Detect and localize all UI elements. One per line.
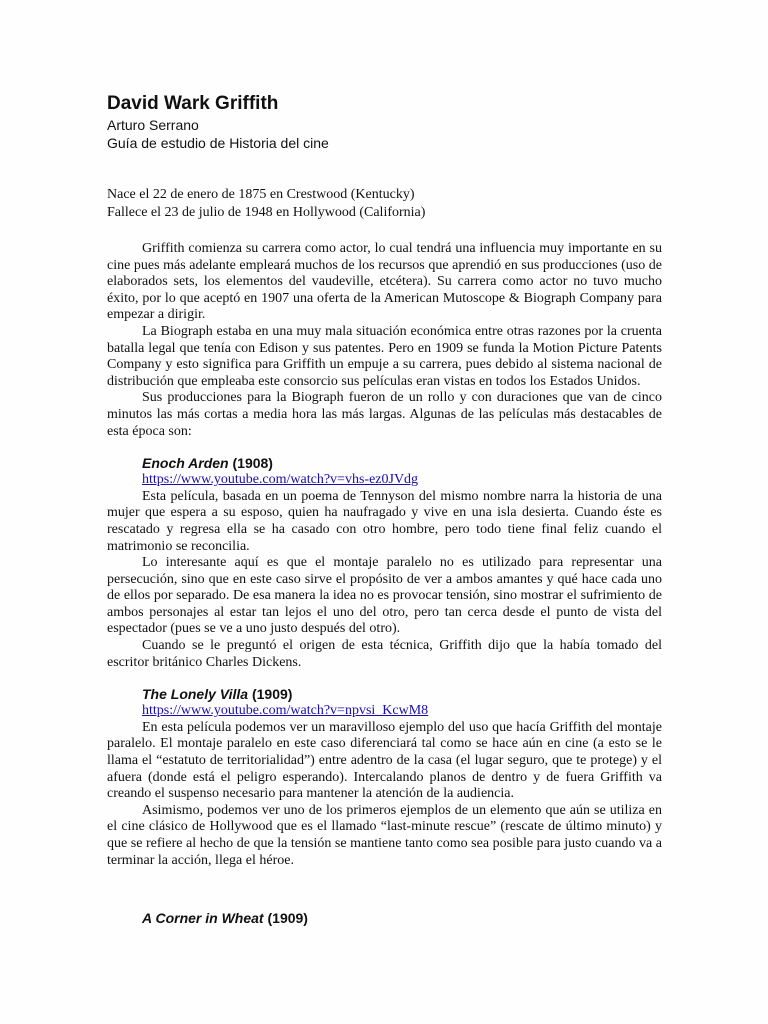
intro-paragraph: La Biograph estaba en una muy mala situación económica entre otras razones por la cruenta batalla legal que tenía con Edison y sus patentes. Pero en 1909 se funda la Motion Picture Patents Company y esto significa para Griffith un empuje a su carrera, pues debido al sistema nacional de distribución que empleaba este consorcio sus películas eran vistas en todos los Estados Unidos. <box>107 323 662 389</box>
birth-line: Nace el 22 de enero de 1875 en Crestwood (Kentucky) <box>107 187 415 202</box>
film-year: (1909) <box>251 686 293 703</box>
film-year: (1909) <box>267 910 308 927</box>
document-subtitle: Guía de estudio de Historia del cine <box>107 135 329 151</box>
film-paragraph: En esta película podemos ver un maravilloso ejemplo del uso que hacía Griffith del montaje paralelo. El montaje paralelo en este caso diferenciará tal como se hace aún en cine (a esto se le llama el “estatuto de territorialidad”) entre adentro de la casa (el lugar seguro, que te protege) y el afuera (donde está el peligro esperando). Intercalando planos de dentro y de fuera Griffith va creando el suspenso necesario para mantener la atención de la audiencia. <box>107 719 662 802</box>
film-name: Enoch Arden <box>142 455 229 472</box>
film-video-link[interactable]: https://www.youtube.com/watch?v=npvsi_KcwM8 <box>142 703 429 719</box>
film-paragraph: Lo interesante aquí es que el montaje paralelo no es utilizado para representar una persecución, sino que en este caso sirve el propósito de ver a ambos amantes y qué hace cada uno de ellos por separado. De esa manera la idea no es provocar tensión, sino mostrar el sufrimiento de ambos personajes al estar tan lejos el uno del otro, pero tan cerca desde el punto de vista del espectador (pues se ve a uno justo después del otro). <box>107 555 662 637</box>
film-video-link[interactable]: https://www.youtube.com/watch?v=vhs-ez0JVdg <box>142 472 419 488</box>
film-paragraph: Cuando se le preguntó el origen de esta técnica, Griffith dijo que la había tomado del escritor británico Charles Dickens. <box>107 638 662 670</box>
film-heading <box>142 685 662 703</box>
film-section-enoch-arden <box>107 454 662 671</box>
author-name: Arturo Serrano <box>107 117 199 133</box>
film-heading <box>142 454 662 472</box>
film-paragraph: Asimismo, podemos ver uno de los primeros ejemplos de un elemento que aún se utiliza en el cine clásico de Hollywood que es el llamado “last-minute rescue” (rescate de último minuto) y que se refiere al hecho de que la tensión se mantiene tanto como sea posible para justo cuando va a terminar la acción, llega el héroe. <box>107 802 662 868</box>
intro-paragraph: Sus producciones para la Biograph fueron de un rollo y con duraciones que van de cinco minutos las más cortas a media hora las más largas. Algunas de las películas más destacables de esta época son: <box>107 390 662 439</box>
film-name: A Corner in Wheat <box>142 910 264 927</box>
film-heading <box>142 909 662 927</box>
bio-block <box>107 186 662 221</box>
film-name: The Lonely Villa <box>142 686 249 703</box>
death-line: Fallece el 23 de julio de 1948 en Hollywood (California) <box>107 204 426 220</box>
film-section-lonely-villa <box>107 685 662 869</box>
document-title: David Wark Griffith <box>107 93 279 114</box>
film-paragraph: Esta película, basada en un poema de Tennyson del mismo nombre narra la historia de una mujer que espera a su esposo, quien ha naufragado y vive en una isla desierta. Cuando éste es rescatado y regresa ella se ha casado con otro hombre, pero todo tiene final feliz cuando el matrimonio se reconcilia. <box>107 488 662 554</box>
film-section-corner-in-wheat <box>107 909 662 927</box>
intro-section <box>107 241 662 440</box>
intro-paragraph: Griffith comienza su carrera como actor, lo cual tendrá una influencia muy importante en su cine pues más adelante empleará muchos de los recursos que aprendió en sus producciones (uso de elaborados sets, los elementos del vaudeville, etcétera). Su carrera como actor no tuvo mucho éxito, por lo que aceptó en 1907 una oferta de la American Mutoscope & Biograph Company para empezar a dirigir. <box>107 241 662 323</box>
film-year: (1908) <box>232 455 273 472</box>
